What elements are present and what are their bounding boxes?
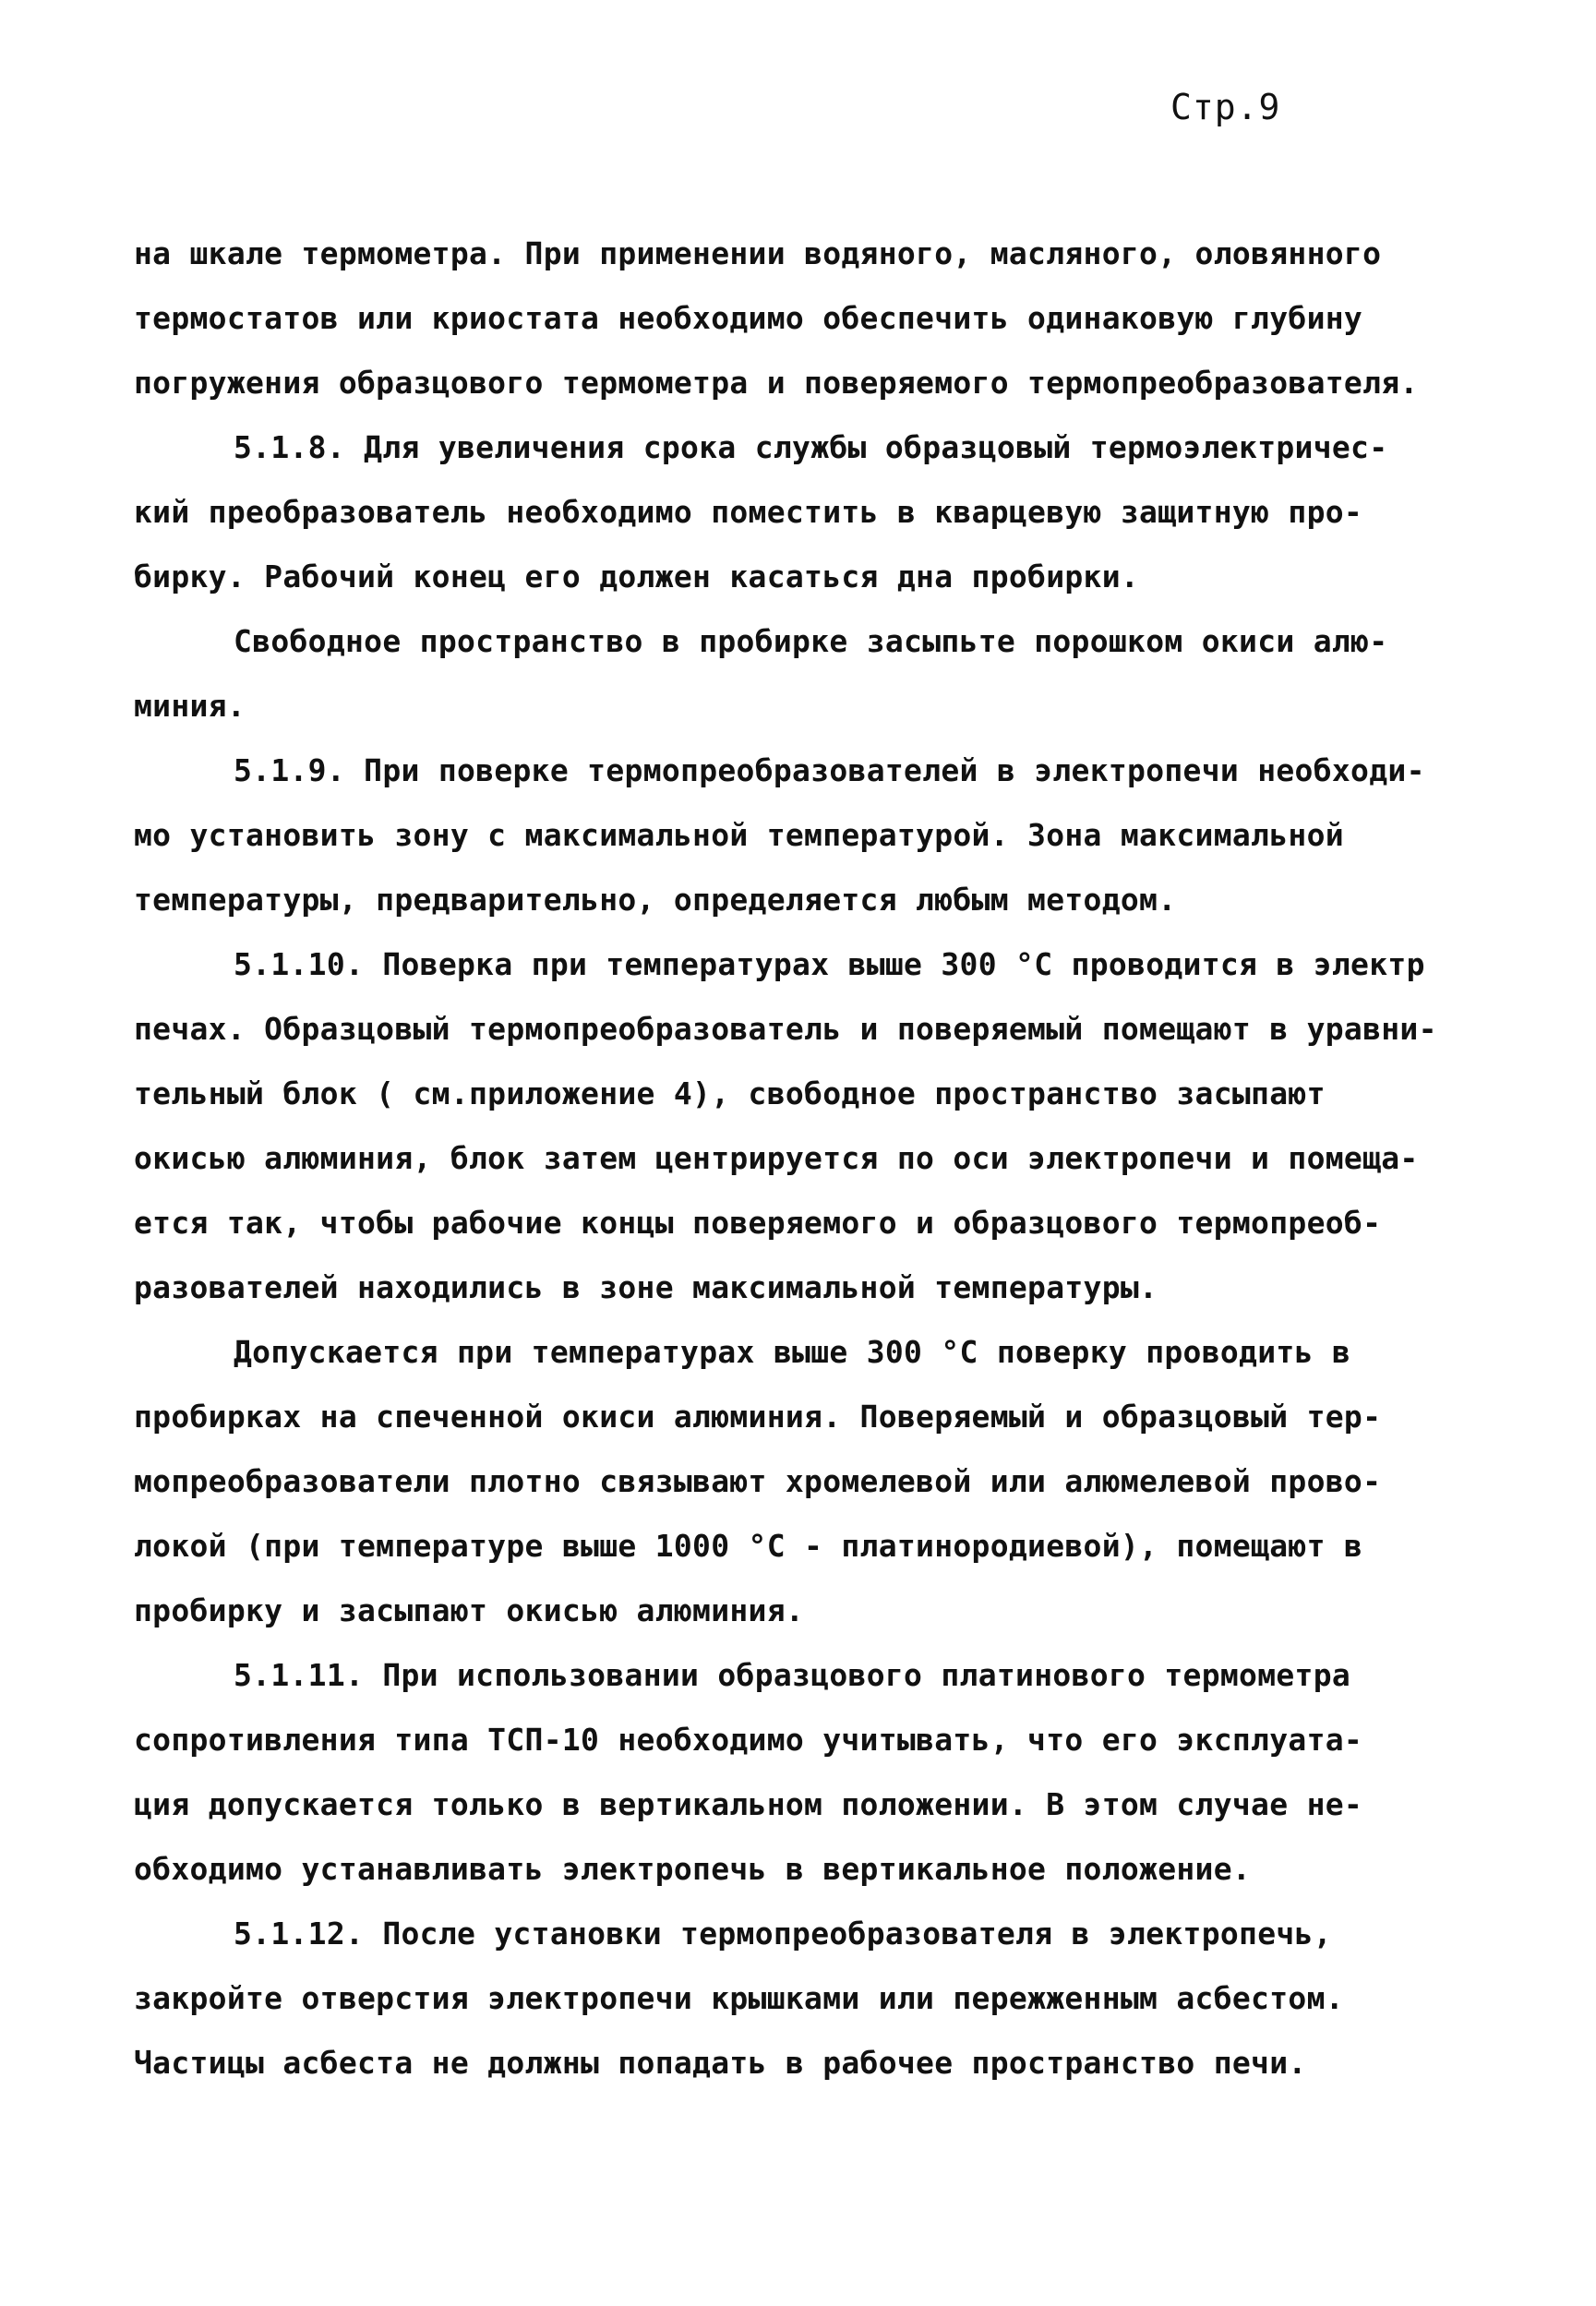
text-line: пробирку и засыпают окисью алюминия. (134, 1592, 805, 1628)
text-line: 5.1.11. При использовании образцового платинового термометра (234, 1657, 1351, 1693)
text-line: пробирках на спеченной окиси алюминия. Поверяемый и образцовый тер- (134, 1399, 1382, 1435)
text-line: ется так, чтобы рабочие концы поверяемого и образцового термопреоб- (134, 1205, 1382, 1241)
text-line: мо установить зону с максимальной температурой. Зона максимальной (134, 817, 1344, 853)
text-line: температуры, предварительно, определяется любым методом. (134, 882, 1177, 918)
text-line: погружения образцового термометра и поверяемого термопреобразователя. (134, 365, 1419, 401)
text-line: ция допускается только в вертикальном положении. В этом случае не- (134, 1786, 1363, 1822)
text-line: 5.1.8. Для увеличения срока службы образцовый термоэлектричес- (234, 429, 1388, 465)
text-line: тельный блок ( см.приложение 4), свободное пространство засыпают (134, 1075, 1326, 1111)
text-line: термостатов или криостата необходимо обеспечить одинаковую глубину (134, 300, 1363, 336)
text-line: Допускается при температурах выше 300 °С поверку проводить в (234, 1334, 1351, 1370)
text-line: 5.1.10. Поверка при температурах выше 300 °С проводится в электр (234, 946, 1425, 982)
text-line: сопротивления типа ТСП-10 необходимо учитывать, что его эксплуата- (134, 1722, 1363, 1758)
text-line: закройте отверстия электропечи крышками или пережженным асбестом. (134, 1980, 1344, 2016)
text-line: разователей находились в зоне максимальной температуры. (134, 1269, 1158, 1305)
text-line: печах. Образцовый термопреобразователь и поверяемый помещают в уравни- (134, 1011, 1437, 1047)
text-line: мопреобразователи плотно связывают хромелевой или алюмелевой прово- (134, 1463, 1382, 1499)
text-line: обходимо устанавливать электропечь в вертикальное положение. (134, 1851, 1252, 1887)
text-line: 5.1.12. После установки термопреобразователя в электропечь, (234, 1916, 1332, 1952)
text-line: Свободное пространство в пробирке засыпьте порошком окиси алю- (234, 623, 1388, 659)
text-line: на шкале термометра. При применении водяного, масляного, оловянного (134, 235, 1382, 271)
text-line: бирку. Рабочий конец его должен касаться дна пробирки. (134, 558, 1140, 595)
text-line: локой (при температуре выше 1000 °С - платинородиевой), помещают в (134, 1528, 1363, 1564)
body-text (134, 222, 1491, 2096)
text-line: окисью алюминия, блок затем центрируется по оси электропечи и помеща- (134, 1140, 1419, 1176)
text-line: миния. (134, 688, 246, 724)
text-line: Частицы асбеста не должны попадать в рабочее пространство печи. (134, 2045, 1307, 2081)
text-line: 5.1.9. При поверке термопреобразователей в электропечи необходи- (234, 752, 1425, 788)
page-number: Стр.9 (1170, 87, 1281, 127)
text-line: кий преобразователь необходимо поместить в кварцевую защитную про- (134, 494, 1363, 530)
